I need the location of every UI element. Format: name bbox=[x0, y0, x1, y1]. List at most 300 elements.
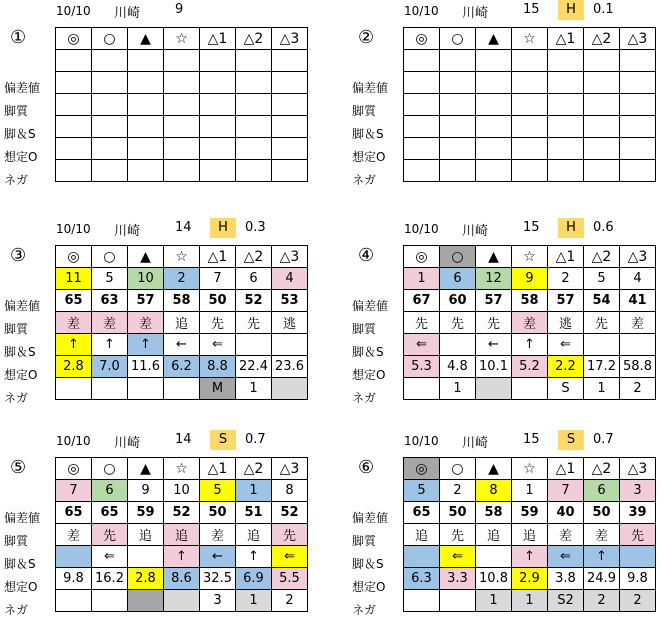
horse-row-cell: 7 bbox=[548, 480, 584, 502]
mark-row-cell: ☆ bbox=[512, 246, 548, 268]
nega-row-cell: 2 bbox=[584, 590, 620, 612]
odds-row-cell: 9.8 bbox=[620, 568, 656, 590]
dev-row-cell: 53 bbox=[272, 290, 308, 312]
pace-value: 0.7 bbox=[245, 432, 266, 447]
style-row-cell bbox=[200, 94, 236, 116]
arrow-row-cell bbox=[56, 546, 92, 568]
horse-row bbox=[56, 50, 308, 72]
row-label: 想定O bbox=[352, 150, 386, 164]
arrow-row-cell bbox=[164, 116, 200, 138]
nega-row bbox=[56, 378, 308, 400]
arrow-row-cell: ← bbox=[476, 334, 512, 356]
style-row-cell bbox=[548, 94, 584, 116]
dev-row-cell: 41 bbox=[620, 290, 656, 312]
horse-row bbox=[404, 50, 656, 72]
nega-row-cell bbox=[404, 378, 440, 400]
mark-row-cell: △1 bbox=[200, 246, 236, 268]
row-label: 想定O bbox=[352, 368, 386, 382]
arrow-row-cell bbox=[272, 116, 308, 138]
nega-row-cell bbox=[164, 590, 200, 612]
mark-row-cell: ☆ bbox=[164, 28, 200, 50]
pace-badge: H bbox=[558, 218, 584, 238]
mark-row-cell: ◎ bbox=[56, 246, 92, 268]
horse-row-cell bbox=[164, 50, 200, 72]
row-label: 脚＆S bbox=[4, 127, 36, 141]
arrow-row-cell: ↑ bbox=[164, 546, 200, 568]
arrow-row-cell bbox=[440, 334, 476, 356]
horse-row-cell: 7 bbox=[56, 480, 92, 502]
dev-row-cell: 50 bbox=[200, 502, 236, 524]
horse-row bbox=[56, 480, 308, 502]
row-label: ネガ bbox=[4, 173, 29, 187]
style-row-cell: 差 bbox=[620, 312, 656, 334]
style-row-cell: 先 bbox=[272, 524, 308, 546]
horse-row-cell bbox=[512, 50, 548, 72]
nega-row-cell bbox=[620, 160, 656, 182]
style-row-cell: 追 bbox=[128, 524, 164, 546]
row-label: ネガ bbox=[4, 391, 29, 405]
mark-row-cell: ☆ bbox=[512, 458, 548, 480]
race-header bbox=[348, 0, 663, 20]
dev-row-cell bbox=[272, 72, 308, 94]
dev-row-cell bbox=[236, 72, 272, 94]
prediction-grid bbox=[403, 27, 656, 182]
dev-row bbox=[56, 72, 308, 94]
arrow-row-cell bbox=[128, 116, 164, 138]
arrow-row-cell bbox=[128, 546, 164, 568]
prediction-grid bbox=[55, 245, 308, 400]
row-label: 偏差値 bbox=[352, 81, 389, 95]
arrow-row-cell bbox=[92, 116, 128, 138]
style-row bbox=[404, 94, 656, 116]
nega-row-cell bbox=[56, 160, 92, 182]
horse-row-cell: 10 bbox=[164, 480, 200, 502]
odds-row-cell: 5.2 bbox=[512, 356, 548, 378]
nega-row-cell bbox=[476, 378, 512, 400]
horse-row-cell: 12 bbox=[476, 268, 512, 290]
odds-row-cell: 16.2 bbox=[92, 568, 128, 590]
style-row-cell: 差 bbox=[92, 312, 128, 334]
horse-row-cell: 8 bbox=[272, 480, 308, 502]
row-label: 偏差値 bbox=[352, 511, 389, 525]
dev-row-cell bbox=[200, 72, 236, 94]
race-date: 10/10 bbox=[404, 434, 439, 448]
row-label: 偏差値 bbox=[4, 81, 41, 95]
mark-row bbox=[56, 458, 308, 480]
dev-row-cell: 57 bbox=[548, 290, 584, 312]
race-number: ⑤ bbox=[10, 457, 27, 478]
race-panel bbox=[348, 430, 663, 630]
style-row bbox=[404, 524, 656, 546]
row-label: ネガ bbox=[352, 391, 377, 405]
pace-badge: S bbox=[210, 430, 236, 450]
horse-row-cell: 7 bbox=[200, 268, 236, 290]
horse-row-cell bbox=[200, 50, 236, 72]
row-label: 想定O bbox=[4, 580, 38, 594]
dev-row-cell: 59 bbox=[128, 502, 164, 524]
venue: 川崎 bbox=[114, 224, 141, 239]
style-row-cell bbox=[512, 94, 548, 116]
nega-row-cell bbox=[92, 160, 128, 182]
mark-row-cell: △1 bbox=[200, 28, 236, 50]
nega-row-cell: 2 bbox=[272, 590, 308, 612]
arrow-row bbox=[404, 334, 656, 356]
odds-row-cell bbox=[128, 138, 164, 160]
horse-row-cell: 9 bbox=[128, 480, 164, 502]
horse-row-cell bbox=[236, 50, 272, 72]
row-label: ネガ bbox=[352, 173, 377, 187]
race-panel bbox=[348, 0, 663, 200]
dev-row-cell bbox=[92, 72, 128, 94]
odds-row-cell: 5.5 bbox=[272, 568, 308, 590]
style-row-cell bbox=[164, 94, 200, 116]
row-label: 脚＆S bbox=[352, 345, 384, 359]
odds-row-cell: 2.9 bbox=[512, 568, 548, 590]
horse-row bbox=[56, 268, 308, 290]
dev-row bbox=[404, 290, 656, 312]
row-label: 想定O bbox=[4, 150, 38, 164]
arrow-row-cell bbox=[236, 116, 272, 138]
nega-row-cell bbox=[272, 378, 308, 400]
nega-row-cell: S2 bbox=[548, 590, 584, 612]
odds-row-cell: 8.8 bbox=[200, 356, 236, 378]
arrow-row-cell: ↑ bbox=[236, 546, 272, 568]
dev-row-cell: 50 bbox=[200, 290, 236, 312]
style-row-cell bbox=[236, 94, 272, 116]
style-row-cell: 先 bbox=[404, 312, 440, 334]
arrow-row-cell bbox=[584, 116, 620, 138]
dev-row-cell: 52 bbox=[236, 290, 272, 312]
dev-row-cell: 52 bbox=[164, 502, 200, 524]
dev-row bbox=[56, 502, 308, 524]
style-row-cell bbox=[404, 94, 440, 116]
prediction-grid bbox=[403, 245, 656, 400]
horse-row-cell bbox=[128, 50, 164, 72]
nega-row-cell bbox=[92, 590, 128, 612]
runner-count: 15 bbox=[523, 2, 540, 17]
arrow-row-cell: ↑ bbox=[128, 334, 164, 356]
odds-row-cell: 2.8 bbox=[128, 568, 164, 590]
odds-row-cell: 2.2 bbox=[548, 356, 584, 378]
dev-row-cell: 67 bbox=[404, 290, 440, 312]
dev-row-cell bbox=[440, 72, 476, 94]
style-row-cell: 先 bbox=[620, 524, 656, 546]
dev-row-cell: 65 bbox=[56, 290, 92, 312]
odds-row-cell: 3.8 bbox=[548, 568, 584, 590]
horse-row-cell: 1 bbox=[404, 268, 440, 290]
style-row-cell: 先 bbox=[92, 524, 128, 546]
nega-row bbox=[404, 160, 656, 182]
row-label: 脚質 bbox=[4, 534, 29, 548]
mark-row-cell: ○ bbox=[440, 458, 476, 480]
style-row-cell: 差 bbox=[584, 524, 620, 546]
dev-row-cell: 65 bbox=[56, 502, 92, 524]
style-row-cell: 追 bbox=[512, 524, 548, 546]
style-row-cell: 差 bbox=[548, 524, 584, 546]
horse-row-cell: 3 bbox=[620, 480, 656, 502]
odds-row-cell bbox=[272, 138, 308, 160]
row-label: ネガ bbox=[352, 603, 377, 617]
runner-count: 14 bbox=[175, 220, 192, 235]
mark-row-cell: ○ bbox=[92, 246, 128, 268]
row-label: 脚質 bbox=[352, 534, 377, 548]
row-label: 脚質 bbox=[352, 322, 377, 336]
race-header bbox=[0, 430, 330, 450]
odds-row-cell: 11.6 bbox=[128, 356, 164, 378]
nega-row-cell bbox=[440, 590, 476, 612]
odds-row-cell: 6.2 bbox=[164, 356, 200, 378]
arrow-row-cell bbox=[476, 546, 512, 568]
venue: 川崎 bbox=[462, 6, 489, 21]
dev-row-cell: 57 bbox=[128, 290, 164, 312]
pace-value: 0.6 bbox=[593, 220, 614, 235]
runner-count: 15 bbox=[523, 220, 540, 235]
style-row-cell: 先 bbox=[200, 312, 236, 334]
race-number: ③ bbox=[10, 245, 27, 266]
odds-row-cell: 8.6 bbox=[164, 568, 200, 590]
nega-row-cell bbox=[56, 590, 92, 612]
arrow-row-cell bbox=[548, 116, 584, 138]
horse-row-cell: 6 bbox=[236, 268, 272, 290]
prediction-grid bbox=[55, 457, 308, 612]
arrow-row-cell: ↑ bbox=[512, 546, 548, 568]
odds-row-cell: 32.5 bbox=[200, 568, 236, 590]
mark-row-cell: ○ bbox=[440, 28, 476, 50]
nega-row-cell: 1 bbox=[236, 378, 272, 400]
race-number: ② bbox=[358, 27, 375, 48]
dev-row-cell bbox=[512, 72, 548, 94]
nega-row-cell: 1 bbox=[236, 590, 272, 612]
nega-row-cell: 1 bbox=[584, 378, 620, 400]
race-date: 10/10 bbox=[56, 222, 91, 236]
horse-row-cell: 9 bbox=[512, 268, 548, 290]
row-label: 偏差値 bbox=[4, 299, 41, 313]
mark-row-cell: △2 bbox=[236, 28, 272, 50]
odds-row bbox=[404, 568, 656, 590]
race-date: 10/10 bbox=[404, 222, 439, 236]
row-label: 偏差値 bbox=[4, 511, 41, 525]
horse-row bbox=[404, 480, 656, 502]
nega-row-cell bbox=[272, 160, 308, 182]
odds-row-cell bbox=[440, 138, 476, 160]
horse-row-cell bbox=[476, 50, 512, 72]
nega-row bbox=[56, 590, 308, 612]
arrow-row bbox=[404, 116, 656, 138]
dev-row-cell: 63 bbox=[92, 290, 128, 312]
horse-row-cell: 6 bbox=[440, 268, 476, 290]
arrow-row-cell bbox=[440, 116, 476, 138]
mark-row-cell: △3 bbox=[620, 458, 656, 480]
nega-row bbox=[404, 590, 656, 612]
race-date: 10/10 bbox=[56, 434, 91, 448]
style-row bbox=[56, 312, 308, 334]
mark-row-cell: △2 bbox=[236, 458, 272, 480]
horse-row-cell: 10 bbox=[128, 268, 164, 290]
race-panel bbox=[348, 218, 663, 418]
row-label: 想定O bbox=[4, 368, 38, 382]
race-header bbox=[0, 218, 330, 238]
odds-row-cell: 6.9 bbox=[236, 568, 272, 590]
style-row-cell bbox=[440, 94, 476, 116]
arrow-row-cell: ← bbox=[200, 546, 236, 568]
arrow-row-cell bbox=[584, 334, 620, 356]
arrow-row-cell: ⇐ bbox=[440, 546, 476, 568]
nega-row-cell: 2 bbox=[620, 590, 656, 612]
odds-row-cell bbox=[404, 138, 440, 160]
row-label: 脚＆S bbox=[4, 557, 36, 571]
horse-row-cell: 2 bbox=[164, 268, 200, 290]
dev-row-cell bbox=[164, 72, 200, 94]
horse-row-cell bbox=[440, 50, 476, 72]
nega-row bbox=[56, 160, 308, 182]
style-row-cell: 追 bbox=[164, 312, 200, 334]
mark-row bbox=[404, 246, 656, 268]
nega-row-cell bbox=[512, 160, 548, 182]
race-header bbox=[348, 430, 663, 450]
odds-row-cell: 24.9 bbox=[584, 568, 620, 590]
style-row-cell: 差 bbox=[200, 524, 236, 546]
mark-row-cell: ☆ bbox=[164, 246, 200, 268]
odds-row-cell bbox=[236, 138, 272, 160]
horse-row-cell: 6 bbox=[584, 480, 620, 502]
nega-row-cell bbox=[164, 378, 200, 400]
horse-row bbox=[404, 268, 656, 290]
horse-row-cell: 4 bbox=[620, 268, 656, 290]
arrow-row bbox=[404, 546, 656, 568]
race-header bbox=[0, 0, 330, 20]
arrow-row bbox=[56, 546, 308, 568]
race-date: 10/10 bbox=[404, 4, 439, 18]
mark-row-cell: △3 bbox=[272, 28, 308, 50]
arrow-row-cell bbox=[56, 116, 92, 138]
arrow-row-cell: ← bbox=[164, 334, 200, 356]
arrow-row-cell: ⇐ bbox=[92, 546, 128, 568]
row-label: ネガ bbox=[4, 603, 29, 617]
style-row-cell: 逃 bbox=[548, 312, 584, 334]
nega-row-cell bbox=[128, 590, 164, 612]
dev-row bbox=[404, 72, 656, 94]
dev-row-cell bbox=[128, 72, 164, 94]
nega-row-cell bbox=[200, 160, 236, 182]
venue: 川崎 bbox=[462, 224, 489, 239]
style-row-cell: 先 bbox=[584, 312, 620, 334]
dev-row-cell bbox=[476, 72, 512, 94]
arrow-row-cell: ↑ bbox=[56, 334, 92, 356]
odds-row bbox=[56, 568, 308, 590]
mark-row-cell: △3 bbox=[272, 458, 308, 480]
pace-value: 0.1 bbox=[593, 2, 614, 17]
style-row bbox=[404, 312, 656, 334]
style-row bbox=[56, 524, 308, 546]
style-row-cell: 先 bbox=[236, 312, 272, 334]
mark-row-cell: △2 bbox=[584, 458, 620, 480]
style-row-cell: 追 bbox=[404, 524, 440, 546]
race-date: 10/10 bbox=[56, 4, 91, 18]
style-row-cell: 逃 bbox=[272, 312, 308, 334]
arrow-row-cell: ⇐ bbox=[272, 546, 308, 568]
dev-row-cell: 65 bbox=[92, 502, 128, 524]
row-label: 脚質 bbox=[4, 322, 29, 336]
nega-row-cell bbox=[512, 378, 548, 400]
horse-row-cell bbox=[620, 50, 656, 72]
horse-row-cell: 6 bbox=[92, 480, 128, 502]
dev-row-cell: 58 bbox=[476, 502, 512, 524]
style-row-cell: 追 bbox=[476, 524, 512, 546]
style-row-cell bbox=[476, 94, 512, 116]
mark-row-cell: △2 bbox=[236, 246, 272, 268]
arrow-row-cell: ⇐ bbox=[200, 334, 236, 356]
nega-row-cell bbox=[128, 160, 164, 182]
nega-row-cell bbox=[56, 378, 92, 400]
prediction-grid bbox=[403, 457, 656, 612]
mark-row-cell: △1 bbox=[200, 458, 236, 480]
odds-row-cell bbox=[56, 138, 92, 160]
arrow-row bbox=[56, 334, 308, 356]
odds-row-cell bbox=[200, 138, 236, 160]
runner-count: 15 bbox=[523, 432, 540, 447]
horse-row-cell: 2 bbox=[440, 480, 476, 502]
venue: 川崎 bbox=[114, 436, 141, 451]
odds-row-cell bbox=[620, 138, 656, 160]
mark-row bbox=[404, 458, 656, 480]
pace-badge: H bbox=[210, 218, 236, 238]
nega-row-cell: 2 bbox=[620, 378, 656, 400]
horse-row-cell bbox=[272, 50, 308, 72]
nega-row-cell: 3 bbox=[200, 590, 236, 612]
arrow-row-cell bbox=[512, 116, 548, 138]
nega-row-cell bbox=[164, 160, 200, 182]
dev-row-cell: 54 bbox=[584, 290, 620, 312]
dev-row-cell bbox=[548, 72, 584, 94]
race-panel bbox=[0, 0, 315, 200]
row-label: 想定O bbox=[352, 580, 386, 594]
style-row-cell bbox=[92, 94, 128, 116]
dev-row-cell bbox=[56, 72, 92, 94]
row-label: 脚＆S bbox=[4, 345, 36, 359]
mark-row-cell: ▲ bbox=[476, 28, 512, 50]
mark-row-cell: ▲ bbox=[128, 28, 164, 50]
odds-row-cell bbox=[584, 138, 620, 160]
odds-row bbox=[404, 138, 656, 160]
prediction-grid bbox=[55, 27, 308, 182]
arrow-row-cell: ↑ bbox=[512, 334, 548, 356]
race-header bbox=[348, 218, 663, 238]
nega-row-cell bbox=[440, 160, 476, 182]
arrow-row-cell bbox=[620, 546, 656, 568]
odds-row bbox=[56, 356, 308, 378]
odds-row-cell: 10.8 bbox=[476, 568, 512, 590]
row-label: 脚質 bbox=[4, 104, 29, 118]
odds-row-cell bbox=[476, 138, 512, 160]
nega-row-cell: 1 bbox=[476, 590, 512, 612]
odds-row bbox=[404, 356, 656, 378]
odds-row-cell: 23.6 bbox=[272, 356, 308, 378]
mark-row-cell: ○ bbox=[92, 458, 128, 480]
style-row bbox=[56, 94, 308, 116]
mark-row bbox=[56, 28, 308, 50]
dev-row-cell: 57 bbox=[476, 290, 512, 312]
style-row-cell: 差 bbox=[56, 312, 92, 334]
odds-row-cell bbox=[92, 138, 128, 160]
style-row-cell: 先 bbox=[440, 312, 476, 334]
odds-row-cell: 7.0 bbox=[92, 356, 128, 378]
mark-row-cell: ◎ bbox=[404, 458, 440, 480]
mark-row-cell: ◎ bbox=[56, 28, 92, 50]
style-row-cell bbox=[272, 94, 308, 116]
dev-row-cell: 59 bbox=[512, 502, 548, 524]
style-row-cell: 先 bbox=[476, 312, 512, 334]
arrow-row bbox=[56, 116, 308, 138]
